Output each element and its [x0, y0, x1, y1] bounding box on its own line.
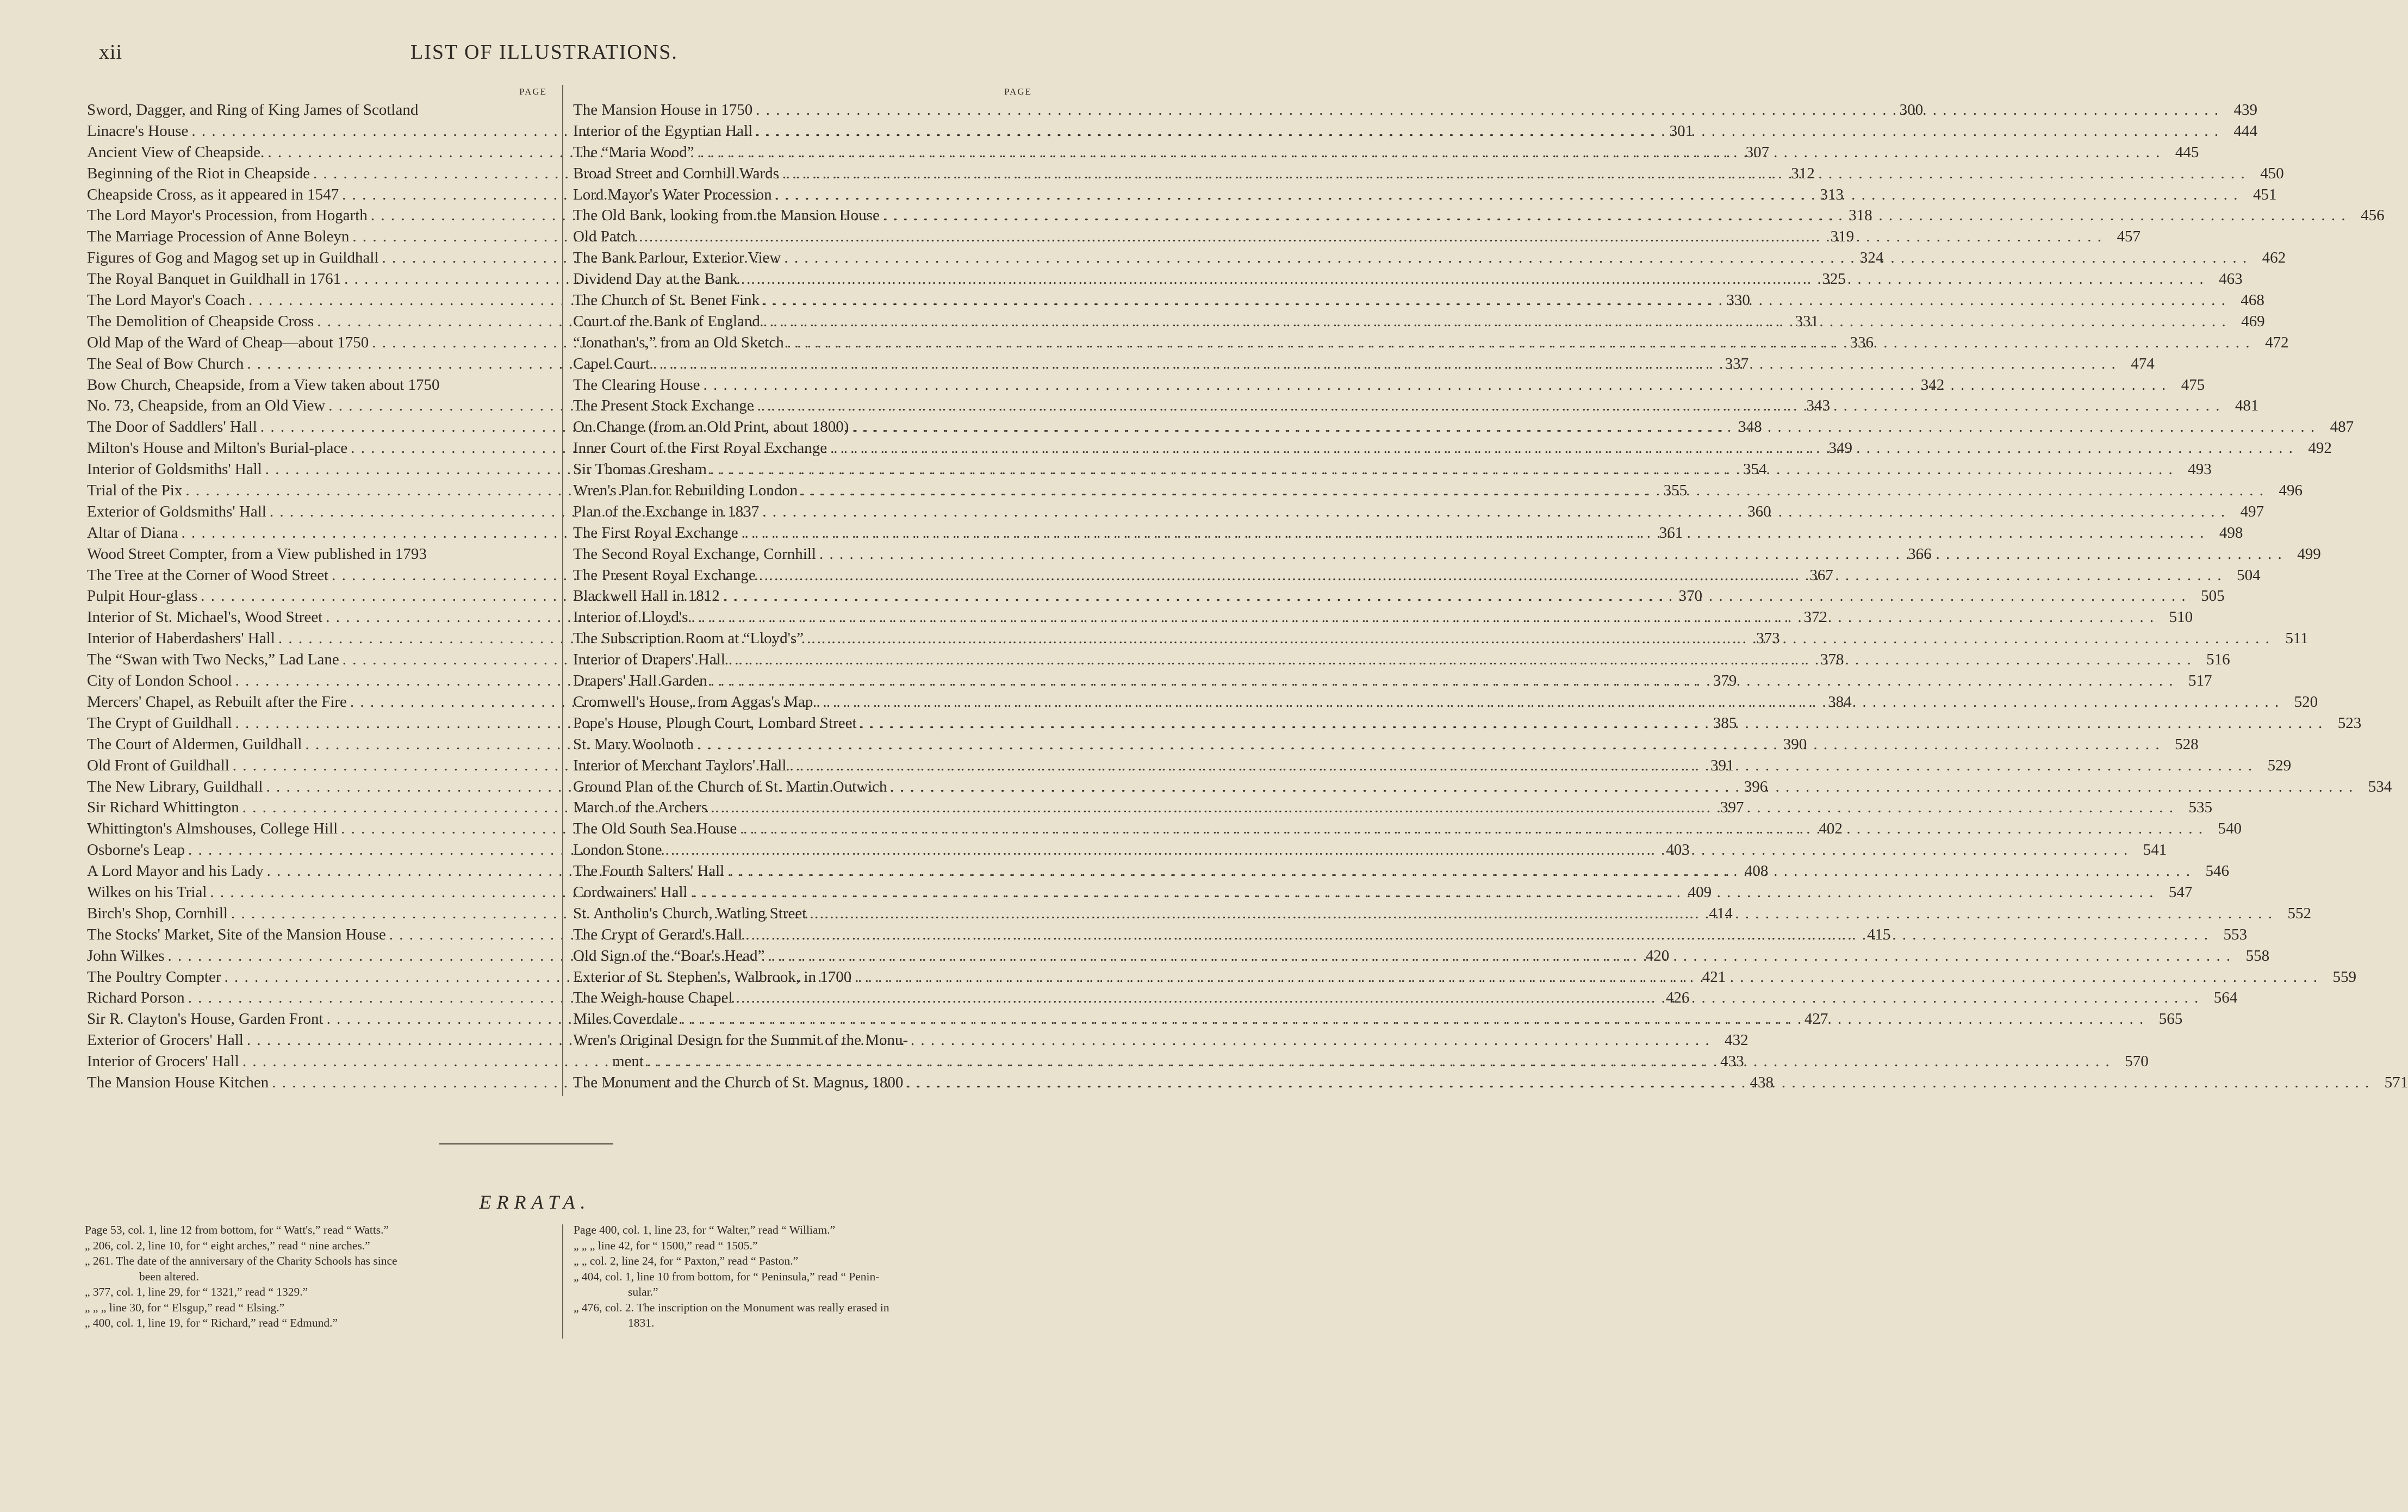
illustration-page: 427 [1804, 1010, 1828, 1028]
column-divider [562, 85, 563, 1096]
illustration-title: The Bank Parlour, Exterior View [573, 249, 781, 267]
illustration-title: The Stocks' Market, Site of the Mansion House [87, 925, 386, 943]
illustration-title: The Seal of Bow Church [87, 354, 244, 372]
illustration-page: 379 [1713, 672, 1737, 690]
dot-leader [813, 693, 2283, 711]
dot-leader [742, 926, 2212, 944]
illustration-title: A Lord Mayor and his Lady [87, 862, 264, 880]
illustration-page: 433 [1720, 1053, 1744, 1071]
illustration-page: 535 [2188, 799, 2212, 817]
illustration-page: 312 [1791, 164, 1815, 182]
dot-leader [798, 482, 2268, 500]
illustration-page: 384 [1828, 693, 1852, 711]
illustration-title: The Court of Aldermen, Guildhall [87, 735, 302, 753]
illustration-title: The Fourth Salters' Hall [573, 862, 725, 880]
errata-divider [562, 1224, 563, 1339]
illustration-title: The Monument and the Church of St. Magnus, 1800 [573, 1073, 904, 1091]
illustration-page: 444 [2233, 122, 2257, 140]
dot-leader [851, 968, 2322, 986]
page-number: xii [99, 41, 123, 64]
illustration-title: The Tree at the Corner of Wood Street [87, 566, 329, 584]
illustration-title: The Marriage Procession of Anne Boleyn [87, 228, 350, 246]
illustration-title: Beginning of the Riot in Cheapside [87, 164, 310, 182]
illustration-page: 414 [1709, 904, 1733, 922]
illustration-title: The Poultry Compter [87, 968, 221, 986]
illustration-title: Old Sign of the “Boar's Head” [573, 947, 765, 965]
illustration-title: Interior of Merchant Taylors' Hall [573, 756, 787, 774]
illustration-page: 511 [2285, 630, 2309, 648]
illustration-title: The Royal Banquet in Guildhall in 1761 [87, 270, 341, 288]
illustration-page: 492 [2308, 439, 2332, 457]
illustration-page: 439 [2233, 101, 2257, 119]
illustration-page: 318 [1849, 207, 1872, 225]
page-column-label: PAGE [519, 86, 547, 97]
illustration-title: Interior of Drapers' Hall [573, 651, 725, 669]
illustration-page: 558 [2245, 947, 2270, 965]
dot-leader [903, 1074, 2373, 1092]
illustration-title: The Present Stock Exchange [573, 397, 754, 415]
dot-leader [786, 757, 2256, 775]
illustration-title: The Mansion House in 1750 [573, 101, 753, 119]
illustration-title: Drapers' Hall Garden [573, 672, 707, 690]
illustration-page: 469 [2241, 312, 2265, 330]
illustration-title: Interior of Goldsmiths' Hall [87, 461, 262, 478]
dot-leader [759, 503, 2229, 521]
illustration-page: 354 [1743, 461, 1767, 478]
illustration-title: Blackwell Hall in 1812 [573, 587, 720, 605]
illustration-title: No. 73, Cheapside, from an Old View [87, 397, 326, 415]
illustration-page: 445 [2175, 143, 2199, 161]
dot-leader [781, 249, 2251, 267]
errata-line: „ 400, col. 1, line 19, for “ Richard,” read “ Edmund.” [85, 1316, 338, 1329]
illustration-title: Cromwell's House, from Aggas's Map [573, 693, 813, 711]
dot-leader [636, 228, 2106, 246]
illustration-title: City of London School [87, 672, 232, 690]
dot-leader [760, 291, 2230, 309]
page-title: LIST OF ILLUSTRATIONS. [410, 41, 678, 64]
illustration-page: 420 [1645, 947, 1670, 965]
illustration-title: The Weigh-house Chapel [573, 989, 733, 1007]
dot-leader [806, 905, 2276, 923]
illustration-page: 570 [2125, 1053, 2149, 1071]
illustration-page: 385 [1713, 714, 1737, 732]
illustration-title: Exterior of Goldsmiths' Hall [87, 502, 266, 520]
illustration-title: St. Antholin's Church, Watling Street [573, 904, 807, 922]
dot-leader [779, 165, 2249, 183]
dot-leader [784, 334, 2254, 352]
illustration-title: Birch's Shop, Cornhill [87, 904, 228, 922]
illustration-title: Sir R. Clayton's House, Garden Front [87, 1010, 323, 1028]
errata-line: „ 476, col. 2. The inscription on the Monument was really erased in [574, 1301, 889, 1314]
illustration-page: 349 [1828, 439, 1852, 457]
illustration-page: 474 [2131, 354, 2155, 372]
illustration-title: Wood Street Compter, from a View published in 1793 [87, 545, 427, 563]
illustration-title: Wren's Original Design for the Summit of the Monu- [573, 1031, 909, 1049]
illustration-page: 540 [2218, 820, 2242, 838]
illustration-title: ment [612, 1053, 644, 1071]
dot-leader [707, 672, 2177, 690]
dot-leader [887, 778, 2357, 796]
illustration-page: 517 [2188, 672, 2212, 690]
illustration-title: Interior of the Egyptian Hall [573, 122, 753, 140]
illustration-title: The Clearing House [573, 376, 700, 394]
illustration-title: The Lord Mayor's Procession, from Hogarth [87, 207, 368, 225]
illustration-title: The Mansion House Kitchen [87, 1073, 269, 1091]
illustration-page: 547 [2168, 883, 2193, 901]
illustration-title: Ancient View of Cheapside. [87, 143, 265, 161]
illustration-title: St. Mary Woolnoth [573, 735, 694, 753]
illustration-title: Whittington's Almshouses, College Hill [87, 820, 338, 838]
illustration-title: Miles Coverdale [573, 1010, 678, 1028]
illustration-title: Interior of St. Michael's, Wood Street [87, 608, 323, 626]
illustration-title: Osborne's Leap [87, 841, 185, 859]
illustration-title: Broad Street and Cornhill Wards [573, 164, 779, 182]
errata-right-column [574, 1222, 1041, 1331]
illustration-title: The Door of Saddlers' Hall [87, 418, 257, 436]
illustration-title: Sir Richard Whittington [87, 799, 239, 817]
illustration-page: 307 [1745, 143, 1770, 161]
illustration-page: 504 [2237, 566, 2261, 584]
dot-leader [650, 355, 2120, 373]
errata-line: „ „ col. 2, line 24, for “ Paxton,” read “ Paston.” [574, 1254, 799, 1267]
illustration-title: Sir Thomas Gresham [573, 461, 707, 478]
illustration-page: 432 [1725, 1031, 1749, 1049]
dot-leader [737, 820, 2207, 838]
illustration-page: 336 [1850, 333, 1874, 351]
illustration-page: 481 [2235, 397, 2259, 415]
illustration-page: 487 [2330, 418, 2354, 436]
dot-leader [752, 122, 2223, 140]
illustration-page: 541 [2143, 841, 2167, 859]
illustration-page: 300 [1899, 101, 1924, 119]
errata-line: „ 404, col. 1, line 10 from bottom, for “ Peninsula,” read “ Penin- [574, 1270, 880, 1283]
illustration-page: 361 [1659, 524, 1683, 542]
illustration-page: 456 [2361, 207, 2385, 225]
illustration-title: Linacre's House [87, 122, 189, 140]
illustration-page: 421 [1702, 968, 1726, 986]
illustration-title: The “Swan with Two Necks,” Lad Lane [87, 651, 339, 669]
illustration-title: Old Patch [573, 228, 636, 246]
illustration-title: The Old South Sea House [573, 820, 737, 838]
illustration-page: 493 [2188, 461, 2212, 478]
illustration-page: 510 [2169, 608, 2193, 626]
errata-line: „ 377, col. 1, line 29, for “ 1321,” read “ 1329.” [85, 1285, 308, 1298]
illustration-page: 409 [1688, 883, 1712, 901]
illustration-title: Altar of Diana [87, 524, 178, 542]
dot-leader [733, 989, 2203, 1007]
section-rule [439, 1143, 613, 1144]
illustration-title: The Lord Mayor's Coach [87, 291, 246, 309]
illustration-title: Exterior of Grocers' Hall [87, 1031, 244, 1049]
illustration-title: Pope's House, Plough Court, Lombard Street [573, 714, 857, 732]
errata-line: „ 206, col. 2, line 10, for “ eight arches,” read “ nine arches.” [85, 1239, 370, 1252]
dot-leader [707, 799, 2177, 817]
illustration-page: 520 [2294, 693, 2318, 711]
illustration-page: 462 [2262, 249, 2286, 267]
illustration-title: Ground Plan of the Church of St. Martin Outwich [573, 777, 887, 795]
illustration-entry [573, 1031, 1038, 1053]
dot-leader [752, 101, 2223, 119]
illustration-page: 564 [2213, 989, 2238, 1007]
illustration-title: The Old Bank, looking from the Mansion House [573, 207, 880, 225]
dot-leader [880, 207, 2350, 225]
illustration-title: John Wilkes [87, 947, 165, 965]
dot-leader [700, 376, 2170, 394]
illustration-page: 468 [2241, 291, 2264, 309]
illustration-title: Plan of the Exchange in 1837 [573, 502, 760, 520]
dot-leader [857, 714, 2327, 732]
illustration-page: 498 [2219, 524, 2243, 542]
errata-line: „ „ „ line 30, for “ Elsgup,” read “ Elsing.” [85, 1301, 285, 1314]
illustration-title: The Demolition of Cheapside Cross [87, 312, 314, 330]
illustration-page: 523 [2337, 714, 2362, 732]
illustration-page: 367 [1809, 566, 1833, 584]
dot-leader [694, 144, 2164, 161]
illustration-page: 390 [1783, 735, 1807, 753]
dot-leader [760, 313, 2230, 331]
illustration-page: 499 [2297, 545, 2321, 563]
errata-line: Page 400, col. 1, line 23, for “ Walter,” read “ William.” [574, 1223, 836, 1236]
illustration-page: 534 [2368, 777, 2392, 795]
dot-leader [827, 439, 2297, 457]
errata-line: been altered. [139, 1270, 199, 1283]
dot-leader [756, 567, 2226, 584]
illustration-page: 313 [1820, 185, 1844, 203]
illustration-title: The New Library, Guildhall [87, 777, 263, 795]
illustration-title: The First Royal Exchange [573, 524, 738, 542]
errata-line: 1831. [628, 1316, 655, 1329]
illustration-title: Dividend Day at the Bank [573, 270, 738, 288]
illustration-page: 552 [2287, 904, 2312, 922]
illustration-title: March of the Archers [573, 799, 708, 817]
illustration-title: Pulpit Hour-glass [87, 587, 198, 605]
dot-leader [816, 545, 2286, 563]
errata-line: „ 261. The date of the anniversary of the Charity Schools has since [85, 1254, 397, 1267]
illustration-page: 325 [1822, 270, 1846, 288]
dot-leader [688, 608, 2158, 626]
errata-heading: ERRATA. [479, 1191, 591, 1213]
illustration-page: 475 [2181, 376, 2205, 394]
illustration-page: 451 [2253, 185, 2277, 203]
dot-leader [772, 186, 2242, 204]
illustration-page: 397 [1720, 799, 1744, 817]
dot-leader [662, 841, 2132, 859]
dot-leader [764, 947, 2235, 965]
dot-leader [720, 587, 2190, 605]
illustration-title: Interior of Haberdashers' Hall [87, 630, 275, 648]
illustration-page: 360 [1747, 502, 1771, 520]
illustration-title: “Jonathan's,” from an Old Sketch [573, 333, 784, 351]
illustration-page: 330 [1726, 291, 1750, 309]
illustration-title: Wren's Plan for Rebuilding London [573, 482, 798, 500]
illustration-page: 565 [2158, 1010, 2183, 1028]
illustration-title: The Crypt of Guildhall [87, 714, 232, 732]
illustration-page: 408 [1744, 862, 1769, 880]
illustration-title: The Crypt of Gerard's Hall [573, 925, 743, 943]
illustration-title: Capel Court [573, 354, 650, 372]
illustration-page: 559 [2332, 968, 2356, 986]
illustration-page: 426 [1665, 989, 1690, 1007]
illustration-page: 337 [1725, 354, 1749, 372]
illustration-page: 355 [1663, 482, 1688, 500]
illustration-title: Cordwainers' Hall [573, 883, 688, 901]
illustration-title: The “Maria Wood” [573, 143, 694, 161]
illustration-title: The Present Royal Exchange [573, 566, 756, 584]
illustration-page: 505 [2201, 587, 2225, 605]
illustration-title: The Subscription Room at “Lloyd's” [573, 630, 804, 648]
illustration-page: 438 [1750, 1073, 1774, 1091]
errata-left-column [85, 1222, 558, 1331]
dot-leader [677, 1010, 2148, 1028]
dot-leader [725, 651, 2195, 669]
illustration-page: 370 [1678, 587, 1702, 605]
illustration-page: 553 [2223, 925, 2247, 943]
illustration-title: Cheapside Cross, as it appeared in 1547 [87, 185, 339, 203]
dot-leader [804, 630, 2274, 648]
illustration-title: Mercers' Chapel, as Rebuilt after the Fire [87, 693, 347, 711]
dot-leader [724, 862, 2194, 880]
illustration-page: 415 [1866, 925, 1891, 943]
illustration-page: 331 [1795, 312, 1819, 330]
illustration-title: On Change (from an Old Print, about 1800) [573, 418, 849, 436]
illustration-page: 529 [2267, 756, 2292, 774]
illustration-title: Interior of Lloyd's [573, 608, 688, 626]
illustration-title: Interior of Grocers' Hall [87, 1053, 239, 1071]
illustration-title: Court of the Bank of England [573, 312, 760, 330]
illustration-page: 516 [2206, 651, 2230, 669]
illustration-page: 372 [1803, 608, 1827, 626]
errata-line: Page 53, col. 1, line 12 from bottom, for “ Watt's,” read “ Watts.” [85, 1223, 389, 1236]
errata-line: „ „ „ line 42, for “ 1500,” read “ 1505.” [574, 1239, 758, 1252]
illustration-page: 402 [1819, 820, 1843, 838]
dot-leader [688, 883, 2158, 901]
illustration-page: 348 [1738, 418, 1762, 436]
illustration-page: 366 [1908, 545, 1932, 563]
illustration-title: Bow Church, Cheapside, from a View taken about 1750 [87, 376, 440, 394]
illustration-page: 496 [2279, 482, 2303, 500]
illustration-page: 528 [2175, 735, 2199, 753]
illustration-page: 457 [2117, 228, 2141, 246]
illustration-title: Lord Mayor's Water Procession [573, 185, 772, 203]
dot-leader [738, 524, 2208, 542]
errata-line: sular.” [628, 1285, 658, 1298]
illustration-title: Milton's House and Milton's Burial-place [87, 439, 348, 457]
illustration-title: The Second Royal Exchange, Cornhill [573, 545, 816, 563]
illustration-page: 391 [1710, 756, 1734, 774]
illustration-title: Old Front of Guildhall [87, 756, 229, 774]
illustration-page: 546 [2205, 862, 2230, 880]
illustration-page: 324 [1859, 249, 1884, 267]
dot-leader [707, 461, 2177, 478]
illustration-page: 463 [2219, 270, 2243, 288]
illustration-title: Figures of Gog and Magog set up in Guildhall [87, 249, 379, 267]
dot-leader [754, 397, 2224, 415]
illustration-page: 403 [1666, 841, 1690, 859]
dot-leader [738, 270, 2208, 288]
dot-leader [644, 1053, 2114, 1071]
illustration-page: 342 [1920, 376, 1945, 394]
illustration-title: The Church of St. Benet Fink [573, 291, 760, 309]
illustration-page: 301 [1669, 122, 1694, 140]
illustration-page: 450 [2260, 164, 2284, 182]
illustration-page: 472 [2265, 333, 2289, 351]
illustration-page: 343 [1806, 397, 1831, 415]
illustration-page: 396 [1744, 777, 1768, 795]
illustration-title: Richard Porson [87, 989, 185, 1007]
illustration-title: Inner Court of the First Royal Exchange [573, 439, 827, 457]
page-column-label: PAGE [1004, 86, 1032, 97]
illustration-page: 378 [1820, 651, 1844, 669]
illustration-title: Old Map of the Ward of Cheap—about 1750 [87, 333, 369, 351]
illustration-page: 319 [1830, 228, 1855, 246]
illustration-page: 497 [2240, 502, 2264, 520]
illustration-title: Sword, Dagger, and Ring of King James of Scotland [87, 101, 419, 119]
illustration-title: London Stone [573, 841, 662, 859]
illustration-title: Wilkes on his Trial [87, 883, 207, 901]
dot-leader [694, 736, 2164, 754]
dot-leader [849, 418, 2319, 436]
illustration-page: 571 [2384, 1073, 2408, 1091]
illustration-page: 373 [1756, 630, 1780, 648]
illustration-title: Exterior of St. Stephen's, Walbrook, in 1700 [573, 968, 852, 986]
illustration-title: Trial of the Pix [87, 482, 183, 500]
